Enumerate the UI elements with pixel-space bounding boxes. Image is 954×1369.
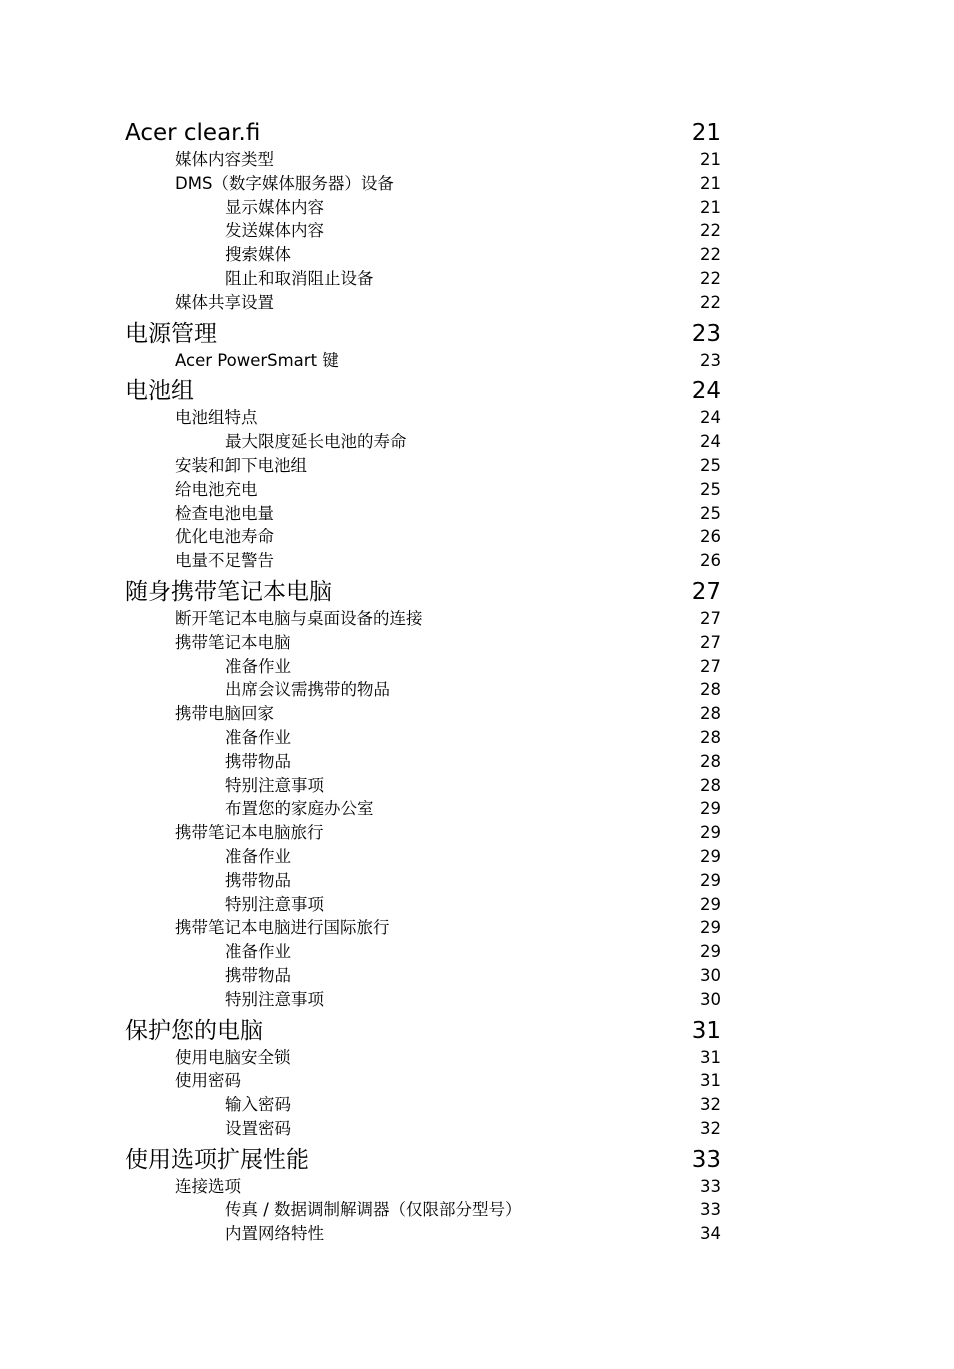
toc-entry-title: Acer clear.fi: [125, 120, 261, 146]
toc-entry-title: 准备作业: [225, 656, 291, 676]
toc-entry-page-number: 21: [700, 173, 721, 193]
toc-entry-title: 携带笔记本电脑: [175, 632, 291, 652]
toc-entry-title: 设置密码: [225, 1118, 291, 1138]
toc-entry-title: 布置您的家庭办公室: [225, 799, 374, 819]
toc-subsection-row[interactable]: [0, 726, 954, 750]
toc-entry-page-number: 26: [700, 551, 721, 571]
toc-section-row[interactable]: [0, 525, 954, 549]
toc-entry-title: 携带物品: [225, 965, 291, 985]
toc-entry-page-number: 21: [700, 150, 721, 169]
toc-section-row[interactable]: [0, 502, 954, 526]
toc-section-row[interactable]: [0, 454, 954, 478]
toc-entry-title: Acer PowerSmart 键: [175, 350, 339, 370]
toc-subsection-row[interactable]: [0, 655, 954, 679]
toc-entry-page-number: 29: [700, 799, 721, 819]
toc-subsection-row[interactable]: [0, 243, 954, 267]
toc-subsection-row[interactable]: [0, 893, 954, 917]
toc-entry-page-number: 22: [700, 268, 721, 288]
toc-entry-page-number: 25: [700, 479, 721, 499]
toc-entry-page-number: 24: [700, 432, 721, 452]
toc-entry-page-number: 28: [700, 751, 721, 771]
toc-entry-page-number: 34: [700, 1224, 721, 1244]
toc-entry-page-number: 31: [691, 1017, 721, 1044]
toc-entry-page-number: 24: [700, 408, 721, 428]
toc-entry-page-number: 22: [700, 245, 721, 265]
toc-entry-title: 发送媒体内容: [225, 221, 324, 241]
toc-entry-title: 携带物品: [225, 751, 291, 771]
toc-subsection-row[interactable]: [0, 678, 954, 702]
toc-entry-page-number: 31: [700, 1071, 721, 1091]
toc-section-row[interactable]: [0, 1069, 954, 1093]
toc-entry-title: 最大限度延长电池的寿命: [225, 432, 407, 452]
toc-entry-title: 电池组特点: [175, 408, 258, 428]
toc-subsection-row[interactable]: [0, 988, 954, 1012]
toc-subsection-row[interactable]: [0, 774, 954, 798]
toc-entry-page-number: 28: [700, 680, 721, 700]
toc-entry-page-number: 29: [700, 942, 721, 962]
toc-section-row[interactable]: [0, 821, 954, 845]
toc-entry-page-number: 26: [700, 527, 721, 547]
toc-entry-page-number: 29: [700, 846, 721, 866]
toc-entry-page-number: 24: [691, 378, 721, 405]
toc-entry-page-number: 32: [700, 1095, 721, 1115]
toc-chapter-row[interactable]: [0, 319, 954, 349]
toc-subsection-row[interactable]: [0, 219, 954, 243]
toc-entry-title: 阻止和取消阻止设备: [225, 268, 374, 288]
toc-entry-title: 电源管理: [125, 320, 217, 347]
toc-subsection-row[interactable]: [0, 797, 954, 821]
toc-chapter-row[interactable]: [0, 1145, 954, 1175]
table-of-contents: [0, 118, 954, 1246]
toc-entry-title: 携带笔记本电脑进行国际旅行: [175, 918, 390, 938]
toc-entry-title: 出席会议需携带的物品: [225, 680, 390, 700]
toc-entry-page-number: 32: [700, 1118, 721, 1138]
toc-entry-page-number: 29: [700, 918, 721, 938]
toc-section-row[interactable]: [0, 631, 954, 655]
toc-section-row[interactable]: [0, 549, 954, 573]
toc-entry-page-number: 30: [700, 965, 721, 985]
toc-section-row[interactable]: [0, 291, 954, 315]
toc-subsection-row[interactable]: [0, 964, 954, 988]
toc-entry-page-number: 27: [700, 632, 721, 652]
toc-entry-title: 搜索媒体: [225, 245, 291, 265]
toc-section-row[interactable]: [0, 349, 954, 373]
toc-entry-page-number: 33: [700, 1200, 721, 1220]
toc-entry-title: 显示媒体内容: [225, 197, 324, 217]
toc-entry-title: 检查电池电量: [175, 503, 274, 523]
toc-chapter-row[interactable]: [0, 376, 954, 406]
toc-entry-title: 保护您的电脑: [125, 1017, 263, 1044]
toc-entry-title: 准备作业: [225, 846, 291, 866]
toc-entry-title: 准备作业: [225, 727, 291, 747]
toc-entry-title: 准备作业: [225, 942, 291, 962]
toc-entry-title: 媒体内容类型: [175, 150, 274, 169]
toc-entry-page-number: 25: [700, 455, 721, 475]
toc-entry-page-number: 23: [691, 320, 721, 347]
toc-chapter-row[interactable]: [0, 118, 954, 148]
toc-entry-page-number: 21: [700, 197, 721, 217]
toc-subsection-row[interactable]: [0, 940, 954, 964]
toc-entry-page-number: 27: [700, 608, 721, 628]
toc-subsection-row[interactable]: [0, 1222, 954, 1246]
toc-subsection-row[interactable]: [0, 196, 954, 220]
toc-entry-title: 电池组: [125, 378, 194, 405]
toc-entry-page-number: 22: [700, 221, 721, 241]
toc-entry-page-number: 25: [700, 503, 721, 523]
toc-entry-title: 传真 / 数据调制解调器（仅限部分型号）: [225, 1200, 522, 1220]
toc-section-row[interactable]: [0, 148, 954, 172]
toc-entry-page-number: 27: [700, 656, 721, 676]
toc-entry-title: 安装和卸下电池组: [175, 455, 307, 475]
toc-entry-page-number: 29: [700, 870, 721, 890]
toc-entry-page-number: 28: [700, 775, 721, 795]
toc-section-row[interactable]: [0, 172, 954, 196]
toc-chapter-row[interactable]: [0, 1016, 954, 1046]
toc-entry-title: 使用选项扩展性能: [125, 1146, 309, 1173]
toc-entry-title: 携带电脑回家: [175, 704, 274, 724]
toc-subsection-row[interactable]: [0, 750, 954, 774]
toc-entry-title: 连接选项: [175, 1176, 241, 1196]
toc-entry-title: 输入密码: [225, 1095, 291, 1115]
toc-entry-title: 给电池充电: [175, 479, 258, 499]
toc-entry-title: DMS（数字媒体服务器）设备: [175, 173, 394, 193]
toc-entry-title: 内置网络特性: [225, 1224, 324, 1244]
toc-entry-page-number: 28: [700, 727, 721, 747]
toc-section-row[interactable]: [0, 1046, 954, 1070]
toc-entry-page-number: 28: [700, 704, 721, 724]
toc-entry-page-number: 21: [691, 120, 721, 146]
toc-entry-page-number: 30: [700, 989, 721, 1009]
toc-section-row[interactable]: [0, 1175, 954, 1199]
toc-entry-title: 电量不足警告: [175, 551, 274, 571]
toc-entry-page-number: 23: [700, 350, 721, 370]
toc-section-row[interactable]: [0, 702, 954, 726]
toc-entry-title: 媒体共享设置: [175, 292, 274, 312]
toc-entry-title: 随身携带笔记本电脑: [125, 578, 332, 605]
toc-entry-title: 使用电脑安全锁: [175, 1047, 291, 1067]
toc-entry-page-number: 33: [700, 1176, 721, 1196]
toc-section-row[interactable]: [0, 916, 954, 940]
toc-entry-title: 携带物品: [225, 870, 291, 890]
toc-entry-title: 携带笔记本电脑旅行: [175, 823, 324, 843]
toc-entry-page-number: 29: [700, 823, 721, 843]
toc-subsection-row[interactable]: [0, 845, 954, 869]
toc-subsection-row[interactable]: [0, 869, 954, 893]
toc-entry-page-number: 31: [700, 1047, 721, 1067]
toc-entry-title: 特别注意事项: [225, 894, 324, 914]
toc-chapter-row[interactable]: [0, 577, 954, 607]
toc-entry-page-number: 33: [691, 1146, 721, 1173]
toc-subsection-row[interactable]: [0, 1117, 954, 1141]
toc-section-row[interactable]: [0, 406, 954, 430]
toc-entry-title: 使用密码: [175, 1071, 241, 1091]
toc-section-row[interactable]: [0, 478, 954, 502]
toc-section-row[interactable]: [0, 607, 954, 631]
toc-entry-title: 断开笔记本电脑与桌面设备的连接: [175, 608, 423, 628]
toc-subsection-row[interactable]: [0, 267, 954, 291]
toc-entry-title: 特别注意事项: [225, 775, 324, 795]
toc-entry-title: 特别注意事项: [225, 989, 324, 1009]
toc-entry-title: 优化电池寿命: [175, 527, 274, 547]
toc-subsection-row[interactable]: [0, 1093, 954, 1117]
toc-subsection-row[interactable]: [0, 1198, 954, 1222]
toc-subsection-row[interactable]: [0, 430, 954, 454]
toc-entry-page-number: 22: [700, 292, 721, 312]
toc-entry-page-number: 29: [700, 894, 721, 914]
toc-entry-page-number: 27: [691, 578, 721, 605]
